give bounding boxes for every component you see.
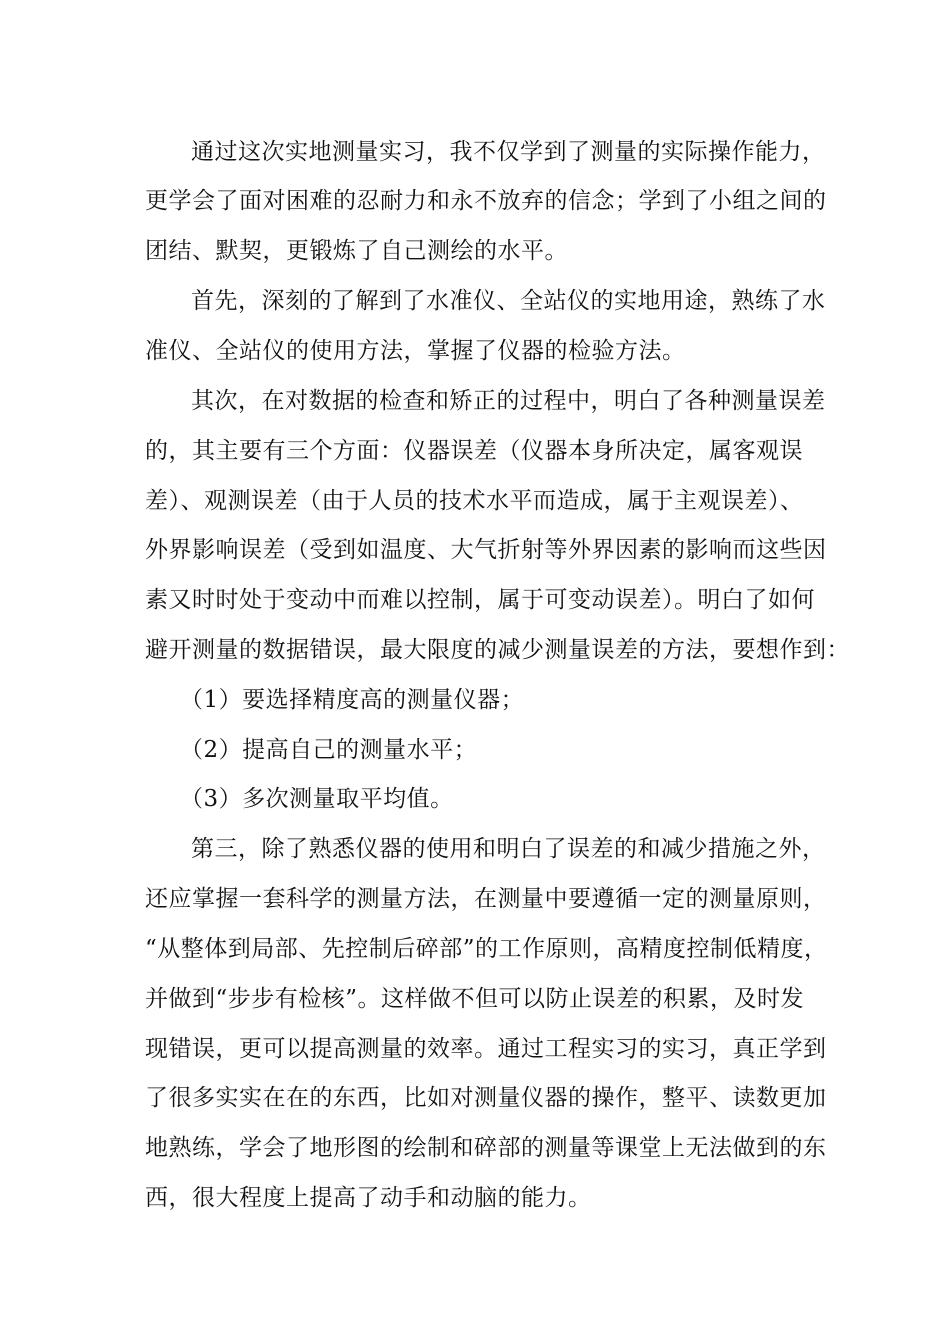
paragraph-1-line-3: 团结、默契，更锻炼了自己测绘的水平。	[145, 238, 568, 264]
paragraph-1-line-1: 通过这次实地测量实习，我不仅学到了测量的实际操作能力，	[191, 139, 826, 165]
paragraph-2-line-1: 首先，深刻的了解到了水准仪、全站仪的实地用途，熟练了水	[191, 288, 826, 314]
list-item-1: （1）要选择精度高的测量仪器；	[180, 687, 525, 713]
paragraph-4-line-8: 西，很大程度上提高了动手和动脑的能力。	[145, 1185, 592, 1211]
paragraph-4-line-6: 了很多实实在在的东西，比如对测量仪器的操作，整平、读数更加	[145, 1085, 827, 1111]
paragraph-3-line-1: 其次，在对数据的检查和矫正的过程中，明白了各种测量误差	[191, 388, 826, 414]
paragraph-4-line-7: 地熟练，学会了地形图的绘制和碎部的测量等课堂上无法做到的东	[145, 1135, 827, 1161]
paragraph-4-line-1: 第三，除了熟悉仪器的使用和明白了误差的和减少措施之外，	[191, 836, 826, 862]
list-item-3: （3）多次测量取平均值。	[180, 786, 454, 812]
paragraph-3-line-6: 避开测量的数据错误，最大限度的减少测量误差的方法，要想作到：	[145, 637, 850, 663]
list-item-2: （2）提高自己的测量水平；	[180, 737, 478, 763]
paragraph-3-line-2: 的，其主要有三个方面：仪器误差（仪器本身所决定，属客观误	[145, 438, 803, 464]
paragraph-3-line-5: 素又时时处于变动中而难以控制，属于可变动误差）。明白了如何	[145, 587, 815, 613]
paragraph-4-line-5: 现错误，更可以提高测量的效率。通过工程实习的实习，真正学到	[145, 1036, 827, 1062]
paragraph-4-line-4: 并做到“步步有检核”。这样做不但可以防止误差的积累，及时发	[145, 986, 805, 1012]
paragraph-4-line-3: “从整体到局部、先控制后碎部”的工作原则，高精度控制低精度，	[145, 936, 828, 962]
paragraph-2-line-2: 准仪、全站仪的使用方法，掌握了仪器的检验方法。	[145, 338, 686, 364]
paragraph-1-line-2: 更学会了面对困难的忍耐力和永不放弃的信念；学到了小组之间的	[145, 188, 827, 214]
paragraph-4-line-2: 还应掌握一套科学的测量方法，在测量中要遵循一定的测量原则，	[145, 886, 827, 912]
paragraph-3-line-4: 外界影响误差（受到如温度、大气折射等外界因素的影响而这些因	[145, 537, 827, 563]
paragraph-3-line-3: 差）、观测误差（由于人员的技术水平而造成，属于主观误差）、	[145, 488, 804, 514]
